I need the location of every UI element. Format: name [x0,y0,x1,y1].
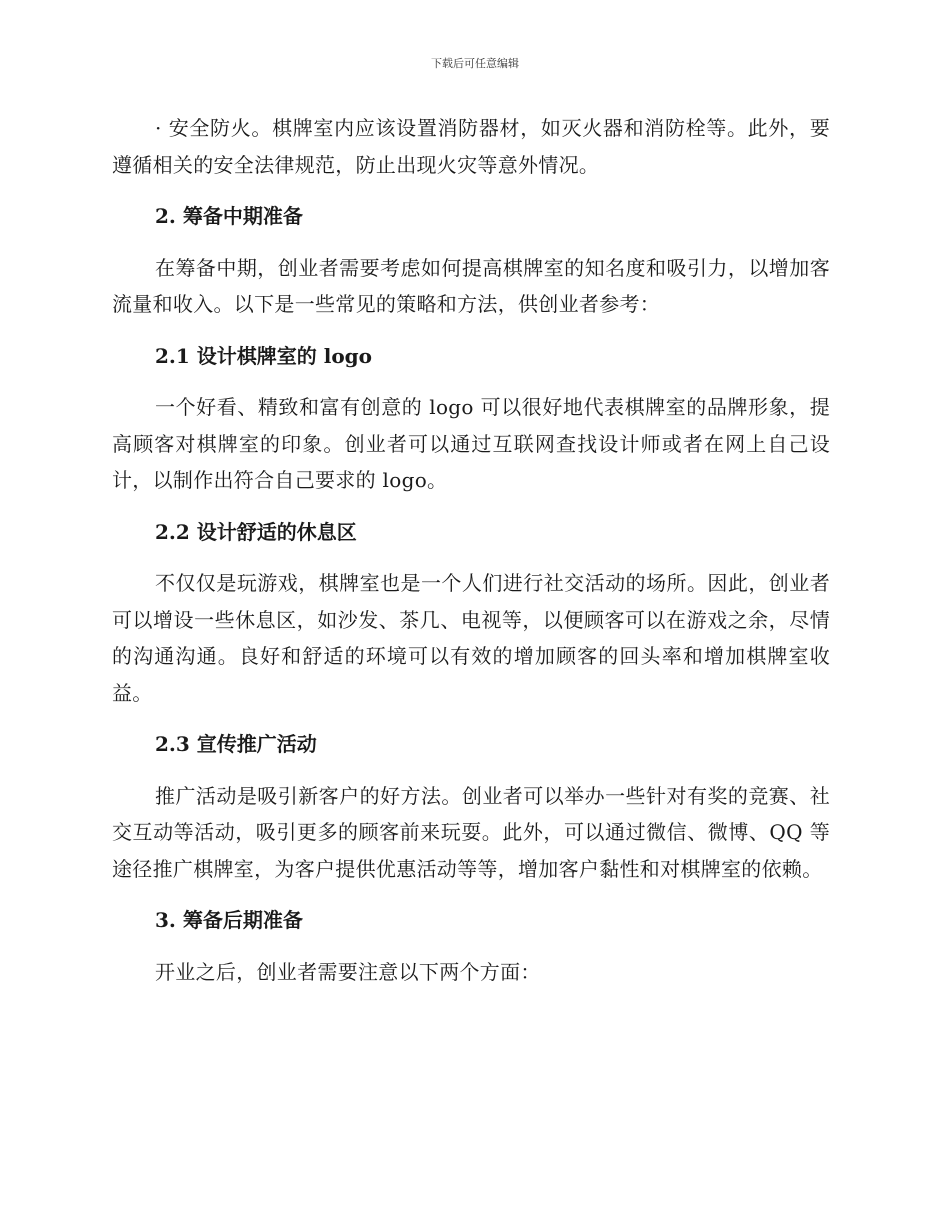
section-2-1-paragraph: 一个好看、精致和富有创意的 logo 可以很好地代表棋牌室的品牌形象，提高顾客对棋牌室的印象。创业者可以通过互联网查找设计师或者在网上自己设计，以制作出符合自己要求的 logo。 [112,395,830,492]
document-body [112,110,830,1005]
section-3-paragraph: 开业之后，创业者需要注意以下两个方面： [155,959,541,984]
section-2-2-paragraph: 不仅仅是玩游戏，棋牌室也是一个人们进行社交活动的场所。因此，创业者可以增设一些休息区，如沙发、茶几、电视等，以便顾客可以在游戏之余，尽情的沟通沟通。良好和舒适的环境可以有效的增加顾客的回头率和增加棋牌室收益。 [112,571,830,705]
section-heading-2-1: 2.1 设计棋牌室的 logo [155,343,372,368]
section-heading-2-2: 2.2 设计舒适的休息区 [155,519,357,544]
fire-safety-paragraph: · 安全防火。棋牌室内应该设置消防器材，如灭火器和消防栓等。此外，要遵循相关的安全法律规范，防止出现火灾等意外情况。 [112,116,830,177]
header-note: 下载后可任意编辑 [431,57,519,70]
section-heading-3: 3. 筹备后期准备 [155,908,303,932]
section-2-paragraph: 在筹备中期，创业者需要考虑如何提高棋牌室的知名度和吸引力，以增加客流量和收入。以下是一些常见的策略和方法，供创业者参考： [112,255,830,316]
section-heading-2-3: 2.3 宣传推广活动 [155,732,317,756]
section-heading-2: 2. 筹备中期准备 [155,204,303,228]
section-2-3-paragraph: 推广活动是吸引新客户的好方法。创业者可以举办一些针对有奖的竞赛、社交互动等活动，吸引更多的顾客前来玩耍。此外，可以通过微信、微博、QQ 等途径推广棋牌室，为客户提供优惠活动等等，增加客户黏性和对棋牌室的依赖。 [112,783,830,881]
